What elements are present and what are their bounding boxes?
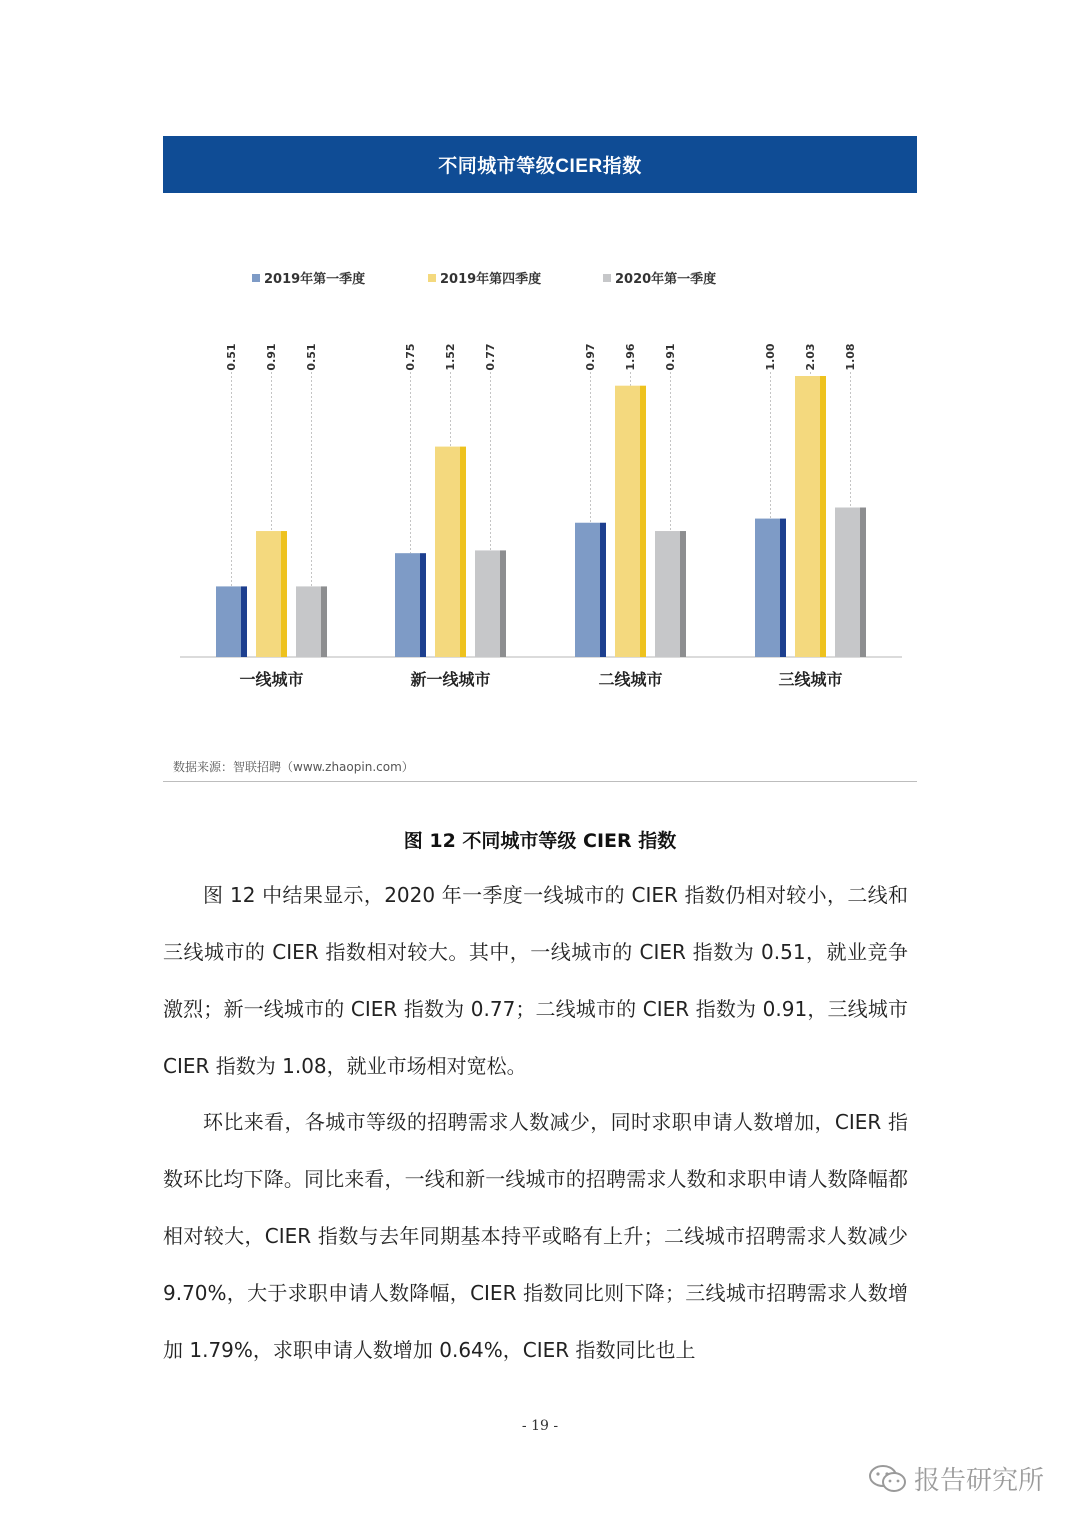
value-label: 0.51 (225, 343, 238, 371)
bar-chart (0, 0, 1080, 720)
value-label: 1.96 (624, 343, 637, 371)
source-divider (163, 781, 917, 782)
bar-edge (460, 447, 466, 657)
page-number: - 19 - (521, 1418, 559, 1434)
bar (395, 553, 420, 657)
value-label: 1.00 (764, 343, 777, 371)
body-paragraph: 环比来看，各城市等级的招聘需求人数减少，同时求职申请人数增加，CIER 指数环比均下降。同比来看，一线和新一线城市的招聘需求人数和求职申请人数降幅都相对较大，CIER 指数与去年同期基本持平或略有上升；二线城市招聘需求人数减少 9.70%，大于求职申请人数降幅，CIER 指数同比则下降；三线城市招聘需求人数增加 1.79%，求职申请人数增加 0.64%，CIER 指数同比也上 (163, 1110, 908, 1362)
body-paragraph: 图 12 中结果显示，2020 年一季度一线城市的 CIER 指数仍相对较小，二线和三线城市的 CIER 指数相对较大。其中，一线城市的 CIER 指数为 0.51，就业竞争激烈；新一线城市的 CIER 指数为 0.77；二线城市的 CIER 指数为 0.91，三线城市 CIER 指数为 1.08，就业市场相对宽松。 (163, 883, 908, 1078)
value-label: 2.03 (804, 343, 817, 371)
value-label: 1.52 (444, 343, 457, 371)
bar-edge (420, 553, 426, 657)
legend-label: 2019年第一季度 (264, 272, 366, 287)
bar-edge (600, 523, 606, 657)
bar (435, 447, 460, 657)
bar-edge (500, 550, 506, 657)
value-label: 0.77 (484, 343, 497, 371)
bar-edge (321, 586, 327, 657)
bar-edge (640, 386, 646, 657)
bar (475, 550, 500, 657)
bar (575, 523, 600, 657)
category-label: 一线城市 (239, 670, 304, 689)
value-label: 0.91 (265, 343, 278, 371)
category-label: 二线城市 (598, 670, 663, 689)
chart-banner-title: 不同城市等级CIER指数 (163, 136, 917, 193)
bar (655, 531, 680, 657)
bar (835, 508, 860, 657)
watermark (868, 1460, 1044, 1497)
bar (216, 586, 241, 657)
data-source-note: 数据来源：智联招聘（www.zhaopin.com） (173, 760, 414, 774)
bar-edge (860, 508, 866, 657)
watermark-text: 报告研究所 (914, 1466, 1045, 1496)
wechat-icon (868, 1464, 908, 1494)
bar-edge (241, 586, 247, 657)
category-label: 三线城市 (778, 670, 843, 689)
bar (615, 386, 640, 657)
bar (755, 519, 780, 657)
figure-caption: 图 12 不同城市等级 CIER 指数 (403, 830, 677, 852)
category-label: 新一线城市 (410, 670, 491, 689)
bar (256, 531, 281, 657)
legend-label: 2019年第四季度 (440, 272, 542, 287)
value-label: 0.91 (664, 343, 677, 371)
bar-edge (281, 531, 287, 657)
bar-edge (820, 376, 826, 657)
value-label: 0.51 (305, 343, 318, 371)
bar (795, 376, 820, 657)
bar-edge (780, 519, 786, 657)
bar-edge (680, 531, 686, 657)
value-label: 1.08 (844, 343, 857, 371)
bar (296, 586, 321, 657)
legend-label: 2020年第一季度 (615, 272, 717, 287)
value-label: 0.97 (584, 343, 597, 371)
value-label: 0.75 (404, 343, 417, 371)
